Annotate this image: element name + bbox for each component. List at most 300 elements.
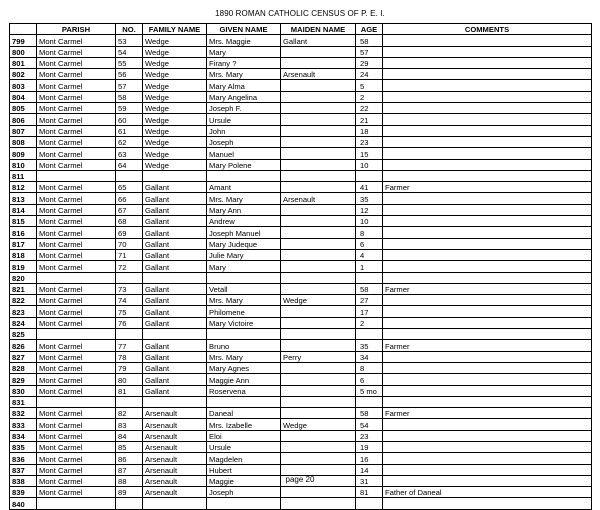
table-row <box>10 487 592 498</box>
table-row <box>10 193 592 204</box>
table-row <box>10 35 592 46</box>
comments-cell <box>383 329 592 340</box>
given-name-cell: Mary Judeque <box>207 238 281 249</box>
table-row <box>10 340 592 351</box>
entry-number: 834 <box>10 430 37 441</box>
maiden-name-cell: Wedge <box>281 295 356 306</box>
comments-cell <box>383 306 592 317</box>
family-name-cell: Arsenault <box>143 487 207 498</box>
parish-cell: Mont Carmel <box>37 193 116 204</box>
family-name-cell: Wedge <box>143 136 207 147</box>
given-name-cell: Amant <box>207 182 281 193</box>
comments-cell <box>383 295 592 306</box>
comments-cell: Farmer <box>383 182 592 193</box>
column-header-age: AGE <box>356 24 383 35</box>
comments-cell <box>383 35 592 46</box>
table-row <box>10 464 592 475</box>
age-cell: 2 <box>356 317 383 328</box>
age-cell: 35 <box>356 340 383 351</box>
family-name-cell: Gallant <box>143 385 207 396</box>
age-cell: 8 <box>356 227 383 238</box>
age-cell: 58 <box>356 283 383 294</box>
comments-cell <box>383 103 592 114</box>
no-cell: 66 <box>116 193 143 204</box>
entry-number: 807 <box>10 125 37 136</box>
maiden-name-cell <box>281 125 356 136</box>
comments-cell <box>383 272 592 283</box>
comments-cell <box>383 216 592 227</box>
table-row <box>10 91 592 102</box>
entry-number: 804 <box>10 91 37 102</box>
maiden-name-cell <box>281 238 356 249</box>
maiden-name-cell <box>281 261 356 272</box>
comments-cell: Farmer <box>383 340 592 351</box>
entry-number: 816 <box>10 227 37 238</box>
age-cell: 24 <box>356 69 383 80</box>
maiden-name-cell <box>281 498 356 509</box>
family-name-cell <box>143 272 207 283</box>
table-row <box>10 453 592 464</box>
table-row <box>10 261 592 272</box>
family-name-cell: Arsenault <box>143 441 207 452</box>
given-name-cell: Mary Agnes <box>207 362 281 373</box>
parish-cell: Mont Carmel <box>37 35 116 46</box>
table-row <box>10 57 592 68</box>
given-name-cell: Roservena <box>207 385 281 396</box>
comments-cell: Farmer <box>383 283 592 294</box>
age-cell: 17 <box>356 306 383 317</box>
no-cell: 88 <box>116 475 143 486</box>
comments-cell <box>383 317 592 328</box>
given-name-cell: Eloi <box>207 430 281 441</box>
maiden-name-cell <box>281 227 356 238</box>
age-cell: 14 <box>356 464 383 475</box>
family-name-cell: Wedge <box>143 35 207 46</box>
no-cell: 78 <box>116 351 143 362</box>
table-row <box>10 227 592 238</box>
age-cell: 1 <box>356 261 383 272</box>
parish-cell: Mont Carmel <box>37 340 116 351</box>
parish-cell: Mont Carmel <box>37 103 116 114</box>
age-cell: 15 <box>356 148 383 159</box>
comments-cell <box>383 396 592 407</box>
parish-cell <box>37 272 116 283</box>
entry-number: 801 <box>10 57 37 68</box>
given-name-cell <box>207 272 281 283</box>
age-cell: 81 <box>356 487 383 498</box>
column-header-given-name: GIVEN NAME <box>207 24 281 35</box>
age-cell: 5 <box>356 80 383 91</box>
no-cell: 74 <box>116 295 143 306</box>
table-row <box>10 272 592 283</box>
given-name-cell: Mary Ann <box>207 204 281 215</box>
entry-number: 831 <box>10 396 37 407</box>
family-name-cell: Wedge <box>143 103 207 114</box>
age-cell: 22 <box>356 103 383 114</box>
no-cell: 82 <box>116 408 143 419</box>
comments-cell <box>383 441 592 452</box>
comments-cell: Father of Daneal <box>383 487 592 498</box>
given-name-cell: Manuel <box>207 148 281 159</box>
table-row <box>10 419 592 430</box>
comments-cell: Farmer <box>383 408 592 419</box>
parish-cell: Mont Carmel <box>37 238 116 249</box>
no-cell: 87 <box>116 464 143 475</box>
age-cell <box>356 329 383 340</box>
no-cell: 58 <box>116 91 143 102</box>
entry-number: 832 <box>10 408 37 419</box>
comments-cell <box>383 80 592 91</box>
no-cell: 72 <box>116 261 143 272</box>
page-number: page 20 <box>285 475 315 484</box>
family-name-cell: Gallant <box>143 193 207 204</box>
table-row <box>10 136 592 147</box>
table-row <box>10 114 592 125</box>
given-name-cell: Mrs. Maggie <box>207 35 281 46</box>
family-name-cell: Arsenault <box>143 464 207 475</box>
given-name-cell: Vetall <box>207 283 281 294</box>
no-cell <box>116 396 143 407</box>
parish-cell: Mont Carmel <box>37 125 116 136</box>
age-cell: 23 <box>356 430 383 441</box>
table-row <box>10 125 592 136</box>
maiden-name-cell <box>281 272 356 283</box>
given-name-cell: Joseph F. <box>207 103 281 114</box>
entry-number: 818 <box>10 249 37 260</box>
entry-number: 800 <box>10 46 37 57</box>
age-cell: 6 <box>356 374 383 385</box>
age-cell <box>356 498 383 509</box>
age-cell: 23 <box>356 136 383 147</box>
given-name-cell: Joseph <box>207 487 281 498</box>
no-cell <box>116 170 143 181</box>
age-cell: 16 <box>356 453 383 464</box>
entry-number: 833 <box>10 419 37 430</box>
parish-cell: Mont Carmel <box>37 351 116 362</box>
given-name-cell: Joseph <box>207 136 281 147</box>
age-cell: 5 mo <box>356 385 383 396</box>
maiden-name-cell <box>281 408 356 419</box>
entry-number: 826 <box>10 340 37 351</box>
parish-cell: Mont Carmel <box>37 487 116 498</box>
no-cell: 85 <box>116 441 143 452</box>
maiden-name-cell <box>281 91 356 102</box>
entry-number: 811 <box>10 170 37 181</box>
census-table <box>9 23 592 510</box>
family-name-cell: Gallant <box>143 295 207 306</box>
given-name-cell: Ursule <box>207 114 281 125</box>
comments-cell <box>383 114 592 125</box>
given-name-cell: Joseph Manuel <box>207 227 281 238</box>
no-cell: 81 <box>116 385 143 396</box>
family-name-cell: Wedge <box>143 148 207 159</box>
age-cell: 12 <box>356 204 383 215</box>
family-name-cell: Arsenault <box>143 419 207 430</box>
maiden-name-cell: Arsenault <box>281 193 356 204</box>
no-cell: 71 <box>116 249 143 260</box>
no-cell <box>116 498 143 509</box>
family-name-cell: Gallant <box>143 362 207 373</box>
comments-cell <box>383 261 592 272</box>
entry-number: 815 <box>10 216 37 227</box>
given-name-cell: Mary Alma <box>207 80 281 91</box>
table-row <box>10 396 592 407</box>
age-cell: 2 <box>356 91 383 102</box>
table-row <box>10 374 592 385</box>
given-name-cell: Mary Victoire <box>207 317 281 328</box>
maiden-name-cell <box>281 182 356 193</box>
no-cell: 80 <box>116 374 143 385</box>
family-name-cell: Gallant <box>143 182 207 193</box>
maiden-name-cell <box>281 103 356 114</box>
age-cell: 41 <box>356 182 383 193</box>
maiden-name-cell <box>281 170 356 181</box>
family-name-cell: Gallant <box>143 249 207 260</box>
entry-number: 823 <box>10 306 37 317</box>
parish-cell: Mont Carmel <box>37 46 116 57</box>
entry-number: 827 <box>10 351 37 362</box>
table-row <box>10 329 592 340</box>
maiden-name-cell <box>281 136 356 147</box>
family-name-cell <box>143 498 207 509</box>
entry-number: 805 <box>10 103 37 114</box>
no-cell: 56 <box>116 69 143 80</box>
maiden-name-cell <box>281 317 356 328</box>
entry-number: 828 <box>10 362 37 373</box>
parish-cell: Mont Carmel <box>37 69 116 80</box>
entry-number: 839 <box>10 487 37 498</box>
given-name-cell: Julie Mary <box>207 249 281 260</box>
comments-cell <box>383 57 592 68</box>
comments-cell <box>383 91 592 102</box>
no-cell: 83 <box>116 419 143 430</box>
parish-cell: Mont Carmel <box>37 159 116 170</box>
table-row <box>10 441 592 452</box>
given-name-cell: Magdelen <box>207 453 281 464</box>
comments-cell <box>383 385 592 396</box>
age-cell <box>356 396 383 407</box>
maiden-name-cell: Wedge <box>281 419 356 430</box>
maiden-name-cell <box>281 374 356 385</box>
age-cell: 10 <box>356 216 383 227</box>
comments-cell <box>383 193 592 204</box>
age-cell: 31 <box>356 475 383 486</box>
entry-number: 812 <box>10 182 37 193</box>
table-row <box>10 148 592 159</box>
entry-number: 829 <box>10 374 37 385</box>
parish-cell: Mont Carmel <box>37 441 116 452</box>
entry-number: 836 <box>10 453 37 464</box>
table-row <box>10 103 592 114</box>
table-row <box>10 385 592 396</box>
family-name-cell: Gallant <box>143 340 207 351</box>
table-row <box>10 170 592 181</box>
entry-number: 820 <box>10 272 37 283</box>
family-name-cell: Gallant <box>143 204 207 215</box>
parish-cell: Mont Carmel <box>37 295 116 306</box>
age-cell <box>356 272 383 283</box>
maiden-name-cell <box>281 46 356 57</box>
no-cell: 68 <box>116 216 143 227</box>
given-name-cell: Firany ? <box>207 57 281 68</box>
table-row <box>10 216 592 227</box>
age-cell: 18 <box>356 125 383 136</box>
entry-number: 837 <box>10 464 37 475</box>
comments-cell <box>383 125 592 136</box>
entry-number: 803 <box>10 80 37 91</box>
table-row <box>10 159 592 170</box>
entry-number: 814 <box>10 204 37 215</box>
no-cell: 57 <box>116 80 143 91</box>
parish-cell: Mont Carmel <box>37 227 116 238</box>
no-cell: 60 <box>116 114 143 125</box>
family-name-cell: Gallant <box>143 317 207 328</box>
parish-cell: Mont Carmel <box>37 306 116 317</box>
no-cell: 89 <box>116 487 143 498</box>
maiden-name-cell <box>281 487 356 498</box>
parish-cell <box>37 396 116 407</box>
parish-cell: Mont Carmel <box>37 419 116 430</box>
parish-cell: Mont Carmel <box>37 91 116 102</box>
given-name-cell: Mary Angelina <box>207 91 281 102</box>
given-name-cell: Mrs. Izabelle <box>207 419 281 430</box>
given-name-cell: Maggie <box>207 475 281 486</box>
maiden-name-cell: Perry <box>281 351 356 362</box>
age-cell: 27 <box>356 295 383 306</box>
given-name-cell: John <box>207 125 281 136</box>
family-name-cell: Gallant <box>143 238 207 249</box>
no-cell: 73 <box>116 283 143 294</box>
given-name-cell: Mrs. Mary <box>207 295 281 306</box>
comments-cell <box>383 362 592 373</box>
table-row <box>10 80 592 91</box>
entry-number: 813 <box>10 193 37 204</box>
given-name-cell: Ursule <box>207 441 281 452</box>
no-cell: 54 <box>116 46 143 57</box>
entry-number: 824 <box>10 317 37 328</box>
entry-number: 817 <box>10 238 37 249</box>
comments-cell <box>383 227 592 238</box>
family-name-cell: Wedge <box>143 57 207 68</box>
no-cell: 53 <box>116 35 143 46</box>
comments-cell <box>383 69 592 80</box>
no-cell: 69 <box>116 227 143 238</box>
parish-cell <box>37 170 116 181</box>
comments-cell <box>383 351 592 362</box>
no-cell <box>116 272 143 283</box>
given-name-cell: Daneal <box>207 408 281 419</box>
column-header-entry <box>10 24 37 35</box>
no-cell: 63 <box>116 148 143 159</box>
no-cell: 77 <box>116 340 143 351</box>
given-name-cell: Hubert <box>207 464 281 475</box>
no-cell: 65 <box>116 182 143 193</box>
table-row <box>10 498 592 509</box>
maiden-name-cell <box>281 340 356 351</box>
comments-cell <box>383 204 592 215</box>
comments-cell <box>383 498 592 509</box>
no-cell: 79 <box>116 362 143 373</box>
no-cell: 61 <box>116 125 143 136</box>
age-cell: 29 <box>356 57 383 68</box>
entry-number: 819 <box>10 261 37 272</box>
age-cell: 57 <box>356 46 383 57</box>
parish-cell: Mont Carmel <box>37 136 116 147</box>
parish-cell: Mont Carmel <box>37 385 116 396</box>
family-name-cell: Gallant <box>143 283 207 294</box>
comments-cell <box>383 238 592 249</box>
family-name-cell: Wedge <box>143 125 207 136</box>
table-row <box>10 306 592 317</box>
entry-number: 810 <box>10 159 37 170</box>
family-name-cell <box>143 396 207 407</box>
no-cell: 55 <box>116 57 143 68</box>
comments-cell <box>383 46 592 57</box>
maiden-name-cell <box>281 329 356 340</box>
maiden-name-cell <box>281 204 356 215</box>
age-cell: 34 <box>356 351 383 362</box>
entry-number: 835 <box>10 441 37 452</box>
parish-cell: Mont Carmel <box>37 148 116 159</box>
age-cell: 19 <box>356 441 383 452</box>
given-name-cell <box>207 329 281 340</box>
maiden-name-cell <box>281 430 356 441</box>
family-name-cell <box>143 170 207 181</box>
no-cell <box>116 329 143 340</box>
given-name-cell: Mary <box>207 261 281 272</box>
age-cell <box>356 170 383 181</box>
maiden-name-cell: Gallant <box>281 35 356 46</box>
table-row <box>10 249 592 260</box>
family-name-cell: Wedge <box>143 114 207 125</box>
comments-cell <box>383 159 592 170</box>
entry-number: 808 <box>10 136 37 147</box>
column-header-family-name: FAMILY NAME <box>143 24 207 35</box>
table-row <box>10 204 592 215</box>
age-cell: 21 <box>356 114 383 125</box>
maiden-name-cell <box>281 80 356 91</box>
header-row <box>10 24 592 35</box>
given-name-cell: Mrs. Mary <box>207 193 281 204</box>
given-name-cell <box>207 498 281 509</box>
family-name-cell: Arsenault <box>143 453 207 464</box>
table-row <box>10 430 592 441</box>
family-name-cell: Arsenault <box>143 430 207 441</box>
parish-cell <box>37 329 116 340</box>
column-header-maiden-name: MAIDEN NAME <box>281 24 356 35</box>
family-name-cell: Gallant <box>143 227 207 238</box>
age-cell: 35 <box>356 193 383 204</box>
no-cell: 84 <box>116 430 143 441</box>
age-cell: 58 <box>356 35 383 46</box>
entry-number: 809 <box>10 148 37 159</box>
maiden-name-cell <box>281 148 356 159</box>
maiden-name-cell <box>281 57 356 68</box>
maiden-name-cell <box>281 306 356 317</box>
no-cell: 59 <box>116 103 143 114</box>
family-name-cell: Gallant <box>143 351 207 362</box>
comments-cell <box>383 249 592 260</box>
maiden-name-cell <box>281 114 356 125</box>
parish-cell: Mont Carmel <box>37 475 116 486</box>
census-body <box>10 35 592 509</box>
given-name-cell: Andrew <box>207 216 281 227</box>
table-row <box>10 295 592 306</box>
entry-number: 802 <box>10 69 37 80</box>
maiden-name-cell <box>281 216 356 227</box>
entry-number: 830 <box>10 385 37 396</box>
page-title: 1890 ROMAN CATHOLIC CENSUS OF P. E. I. <box>215 9 385 18</box>
